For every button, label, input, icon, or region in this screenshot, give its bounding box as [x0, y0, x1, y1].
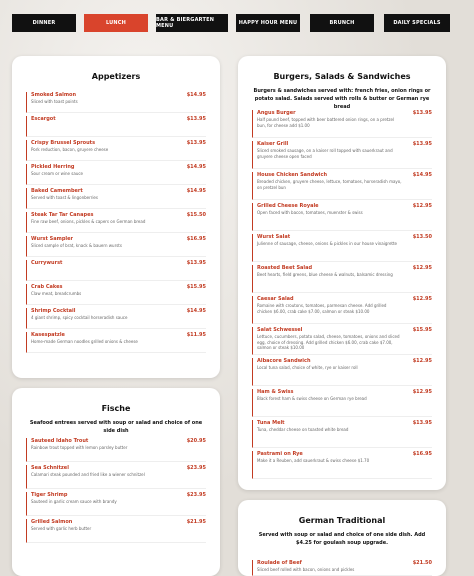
appetizers-card	[12, 56, 220, 378]
tab-happy-hour[interactable]: HAPPY HOUR MENU	[236, 14, 300, 32]
menu-item	[26, 140, 206, 161]
german-title: German Traditional	[298, 516, 386, 525]
menu-item-name: House Chicken Sandwich	[257, 172, 328, 178]
menu-item	[252, 358, 432, 386]
menu-item-name: Crab Cakes	[31, 284, 63, 290]
menu-item	[252, 141, 432, 169]
menu-item-name: Crispy Brussel Sprouts	[31, 140, 96, 146]
menu-item	[26, 284, 206, 305]
menu-item-description: Black forest ham & swiss cheese on German rye bread	[257, 396, 367, 401]
menu-item-description: 4 giant shrimp, spicy cocktail horseradish sauce	[31, 315, 128, 320]
menu-item-description: Sliced with toast points	[31, 99, 78, 104]
menu-item-price: $12.95	[412, 296, 432, 302]
menu-item-price: $14.95	[186, 188, 206, 194]
menu-item-description: Home-made German noodles grilled onions & cheese	[31, 339, 138, 344]
menu-item-description: Open faced with bacon, tomatoes, muenster & swiss	[257, 210, 363, 215]
menu-item	[26, 188, 206, 209]
menu-item-price: $14.95	[186, 92, 206, 98]
menu-item-price: $20.95	[186, 438, 206, 444]
menu-item	[252, 327, 432, 355]
menu-item-price: $11.95	[186, 332, 206, 338]
menu-item-name: Salat Schwessel	[257, 327, 303, 333]
menu-item-description: Served with garlic herb butter	[31, 526, 92, 531]
burgers-list	[252, 110, 432, 482]
menu-item-name: Roulade of Beef	[257, 560, 302, 566]
menu-item-price: $15.95	[186, 284, 206, 290]
menu-item-price: $21.95	[186, 519, 206, 525]
fische-title: Fische	[101, 404, 131, 413]
german-list	[252, 560, 432, 576]
menu-item	[26, 308, 206, 329]
menu-item	[26, 164, 206, 185]
menu-item-description: Sliced sample of brat, knack & bauern wursts	[31, 243, 122, 248]
menu-item-description: Beet hearts, field greens, blue cheese & walnuts, balsamic dressing	[257, 272, 393, 277]
menu-item	[26, 212, 206, 233]
menu-item-description: Rainbow trout topped with lemon parsley butter	[31, 445, 128, 450]
menu-item-description: Served with toast & lingonberries	[31, 195, 98, 200]
menu-item-name: Smoked Salmon	[31, 92, 77, 98]
menu-item-description: Half pound beef, topped with beer battered onion rings, on a pretzel bun, for cheese add $1.00	[257, 117, 395, 128]
menu-item-name: Albacore Sandwich	[257, 358, 311, 364]
menu-item-price: $13.95	[186, 116, 206, 122]
menu-item-price: $13.95	[186, 140, 206, 146]
menu-item-description: Tuna, cheddar cheese on toasted white bread	[257, 427, 349, 432]
menu-item-price: $13.95	[412, 420, 432, 426]
menu-item-price: $15.50	[186, 212, 206, 218]
german-card	[238, 500, 446, 576]
menu-item	[26, 92, 206, 113]
menu-item-name: Grilled Cheese Royale	[257, 203, 319, 209]
menu-item-name: Pastrami on Rye	[257, 451, 303, 457]
burgers-title: Burgers, Salads & Sandwiches	[273, 72, 411, 81]
menu-item-name: Steak Tar Tar Canapes	[31, 212, 94, 218]
menu-item-description: Sliced beef rolled with bacon, onions and pickles	[257, 567, 355, 572]
menu-item	[252, 172, 432, 200]
fische-card	[12, 388, 220, 576]
menu-item	[26, 519, 206, 543]
menu-item-name: Kasespatzle	[31, 332, 65, 338]
menu-item-price: $13.95	[412, 141, 432, 147]
menu-item-description: Sliced smoked sausage, on a kaiser roll topped with sauerkraut and gruyere cheese open faced	[257, 148, 393, 159]
menu-item-name: Angus Burger	[257, 110, 296, 116]
menu-item-description: Lettuce, cucumbers, potato salad, cheese, tomatoes, onions and sliced egg, choice of dressing. Add grilled chicken $6.00, crab cake $7.00, salmon or steak $10.00	[257, 334, 400, 350]
menu-item	[252, 389, 432, 417]
menu-item-price: $21.50	[412, 560, 432, 566]
menu-item	[252, 234, 432, 262]
menu-item-name: Grilled Salmon	[31, 519, 73, 525]
menu-item-name: Caesar Salad	[257, 296, 294, 302]
burgers-subtitle: Burgers & sandwiches served with: french fries, onion rings or potato salad. Salads served with rolls & butter or German rye bread	[253, 88, 431, 110]
german-subtitle: Served with soup or salad and choice of one side dish. Add $4.25 for goulash soup upgrade.	[258, 532, 426, 546]
menu-item-price: $23.95	[186, 465, 206, 471]
menu-item	[26, 465, 206, 489]
tab-brunch[interactable]: BRUNCH	[310, 14, 374, 32]
menu-item	[252, 296, 432, 324]
menu-item-price: $14.95	[412, 172, 432, 178]
menu-item	[252, 110, 432, 138]
menu-item	[26, 332, 206, 353]
menu-item-description: Calamari steak pounded and fried like a wiener schnitzel	[31, 472, 145, 477]
menu-tab-bar	[12, 14, 462, 32]
appetizers-list	[26, 92, 206, 356]
menu-item-name: Tiger Shrimp	[31, 492, 68, 498]
menu-item-name: Sea Schnitzel	[31, 465, 69, 471]
fische-subtitle: Seafood entrees served with soup or salad and choice of one side dish	[29, 420, 203, 434]
tab-bar-biergarten[interactable]: BAR & BIERGARTEN MENU	[156, 14, 228, 32]
menu-item-name: Ham & Swiss	[257, 389, 294, 395]
menu-item	[252, 451, 432, 479]
menu-item	[252, 560, 432, 576]
menu-item-price: $15.95	[412, 327, 432, 333]
menu-item-name: Tuna Melt	[257, 420, 285, 426]
menu-item-price: $12.95	[412, 358, 432, 364]
menu-item-description: Local tuna salad, choice of white, rye or kaiser roll	[257, 365, 358, 370]
menu-item-description: Sauteed in garlic cream sauce with brandy	[31, 499, 117, 504]
burgers-card	[238, 56, 446, 490]
menu-item-name: Pickled Herring	[31, 164, 75, 170]
menu-item-name: Sauteed Idaho Trout	[31, 438, 89, 444]
menu-item-name: Wurst Salat	[257, 234, 291, 240]
menu-item-price: $13.50	[412, 234, 432, 240]
menu-item-price: $16.95	[412, 451, 432, 457]
menu-item	[252, 265, 432, 293]
menu-item-name: Roasted Beet Salad	[257, 265, 313, 271]
fische-list	[26, 438, 206, 546]
menu-item-price: $23.95	[186, 492, 206, 498]
menu-item	[252, 420, 432, 448]
menu-item-description: Pork reduction, bacon, gruyere cheese	[31, 147, 109, 152]
menu-item	[26, 492, 206, 516]
menu-item-price: $12.95	[412, 389, 432, 395]
menu-item-description: Sour cream or wine sauce	[31, 171, 84, 176]
menu-item-description: Romaine with croutons, tomatoes, parmesan cheese. Add grilled chicken $6.00, crab cake $7.00, salmon or steak $10.00	[257, 303, 387, 314]
menu-item-price: $12.95	[412, 265, 432, 271]
menu-item	[26, 116, 206, 137]
menu-item-price: $14.95	[186, 164, 206, 170]
menu-item-name: Baked Camembert	[31, 188, 83, 194]
tab-dinner[interactable]: DINNER	[12, 14, 76, 32]
menu-item-description: Claw meat, breadcrumbs	[31, 291, 82, 296]
menu-item-name: Currywurst	[31, 260, 63, 266]
menu-item-description: Breaded chicken, gruyere cheese, lettuce, tomatoes, horseradish mayo, on pretzel bun	[257, 179, 402, 190]
menu-item-name: Kaiser Grill	[257, 141, 289, 147]
menu-item-name: Escargot	[31, 116, 56, 122]
menu-item	[26, 236, 206, 257]
menu-item-price: $13.95	[412, 110, 432, 116]
menu-item-description: Fine raw beef, onions, pickles & capers on German bread	[31, 219, 146, 224]
menu-item-price: $14.95	[186, 308, 206, 314]
menu-item-name: Shrimp Cocktail	[31, 308, 76, 314]
appetizers-title: Appetizers	[91, 72, 141, 81]
menu-item-name: Wurst Sampler	[31, 236, 73, 242]
tab-daily-specials[interactable]: DAILY SPECIALS	[384, 14, 450, 32]
menu-item-price: $13.95	[186, 260, 206, 266]
menu-item-price: $12.95	[412, 203, 432, 209]
menu-item-description: Make it a Reuben, add sauerkraut & swiss cheese $1.70	[257, 458, 370, 463]
menu-item-price: $16.95	[186, 236, 206, 242]
tab-lunch[interactable]: LUNCH	[84, 14, 148, 32]
menu-item-description: Julienne of sausage, cheese, onions & pickles in our house vinaigrette	[257, 241, 398, 246]
menu-item	[26, 438, 206, 462]
menu-item	[252, 203, 432, 231]
menu-item	[26, 260, 206, 281]
